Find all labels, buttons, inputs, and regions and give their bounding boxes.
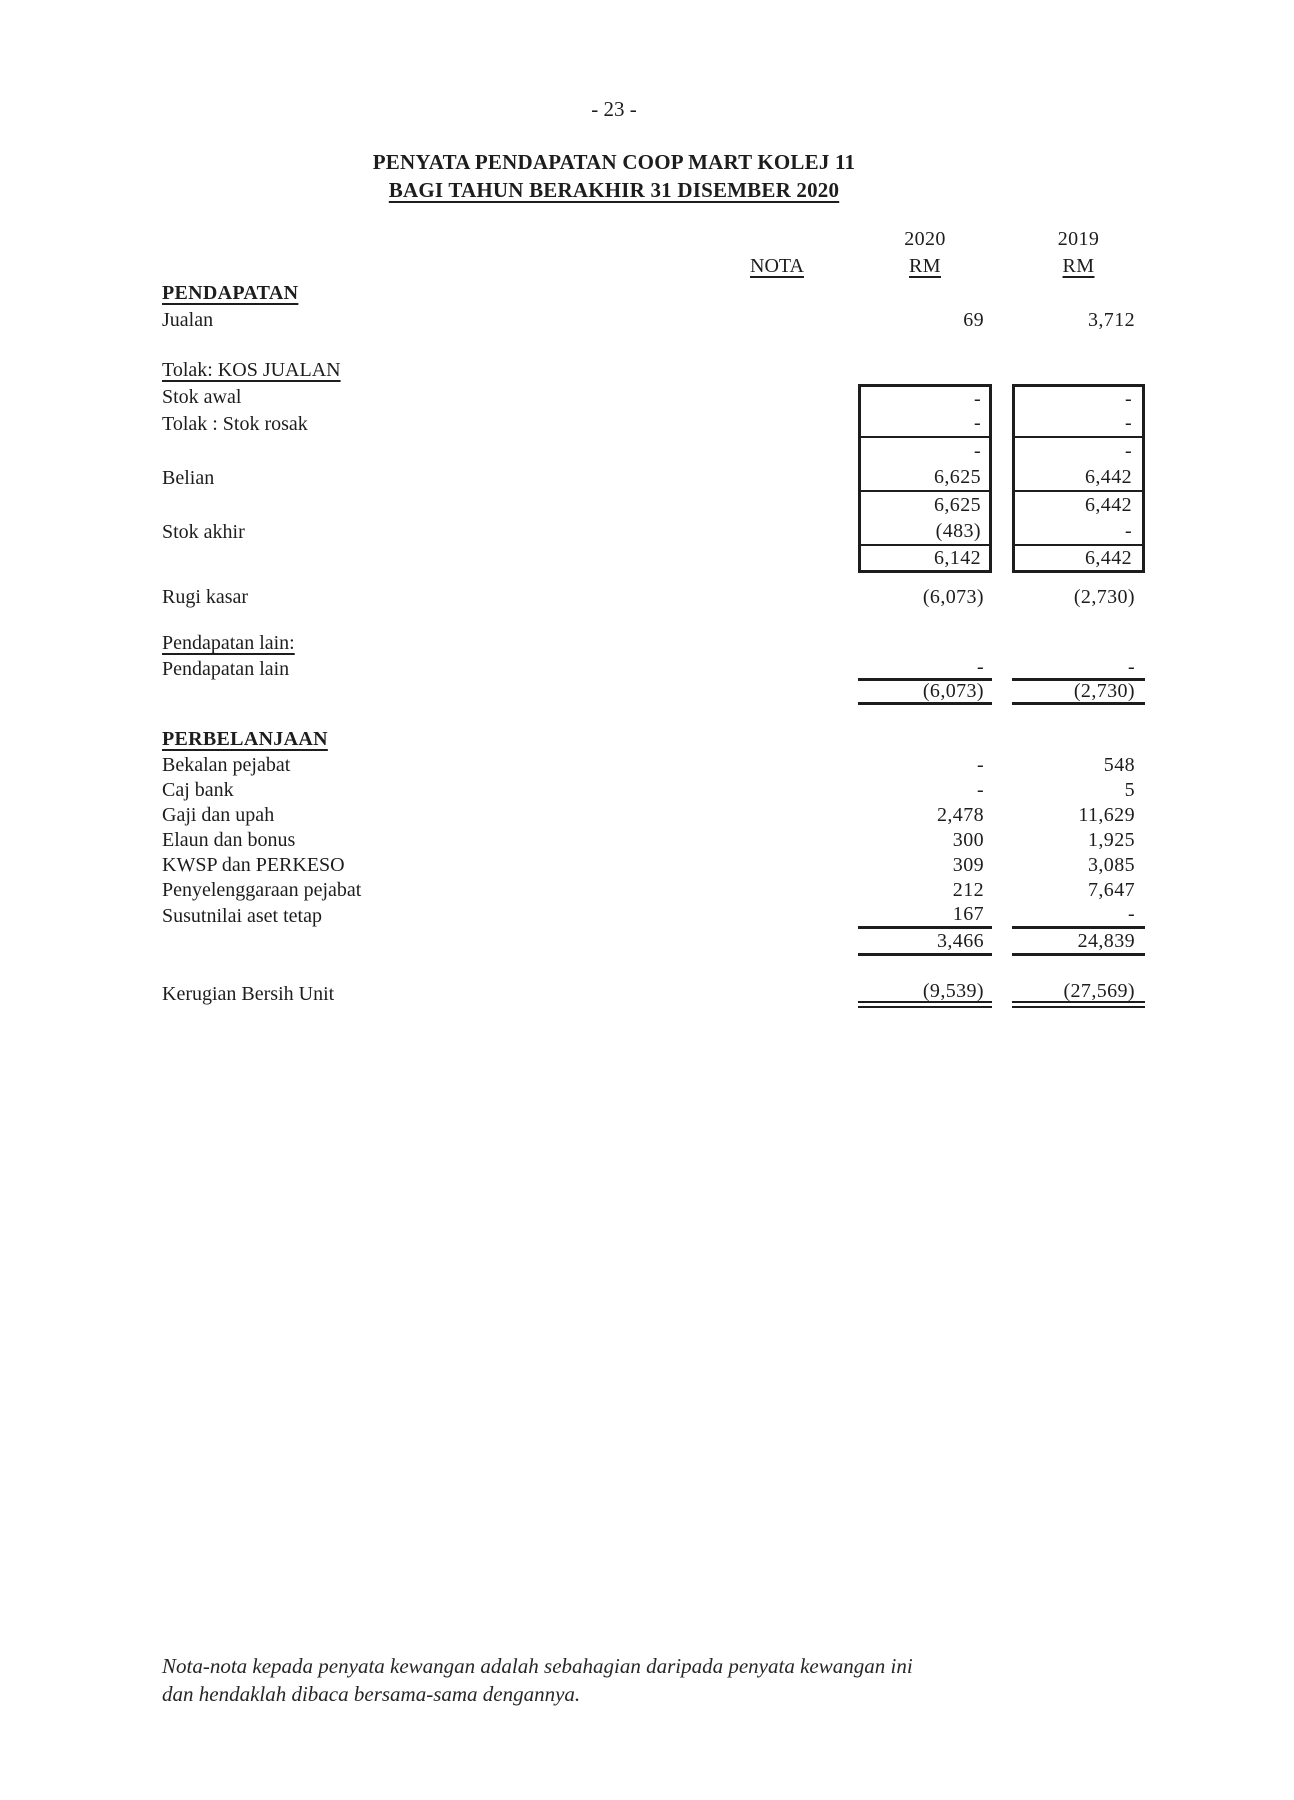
stok-akhir-label: Stok akhir [162, 521, 245, 543]
jualan-label: Jualan [162, 309, 214, 331]
kos-total-value-2019: 6,442 [1012, 546, 1145, 573]
row-pendapatan-lain [0, 657, 1294, 681]
row-rugi-kasar [0, 584, 1294, 611]
kos-subtotal1-value-2019: - [1012, 438, 1145, 465]
caj-bank-label: Caj bank [162, 779, 234, 801]
page-number: - 23 - [591, 97, 637, 121]
rugi-kasar-value-2020: (6,073) [922, 586, 984, 608]
footer-line-2: dan hendaklah dibaca bersama-sama dengannya. [162, 1682, 581, 1706]
stok-rosak-label: Tolak : Stok rosak [162, 413, 308, 435]
kos-total-value-2020: 6,142 [858, 546, 992, 573]
title-line-2: BAGI TAHUN BERAKHIR 31 DISEMBER 2020 [388, 178, 840, 202]
kerugian-label: Kerugian Bersih Unit [162, 983, 335, 1005]
row-kerugian-bersih-unit [0, 981, 1294, 1008]
perbelanjaan-total-2019: 24,839 [1012, 929, 1145, 956]
kos-subtotal2-value-2020: 6,625 [858, 492, 992, 519]
section-perbelanjaan-row [0, 726, 1294, 753]
stok-rosak-value-2020: - [858, 411, 992, 438]
stok-akhir-value-2019: - [1012, 519, 1145, 546]
jualan-value-2020: 69 [963, 309, 984, 331]
kwsp-perkeso-value-2019: 3,085 [1088, 854, 1135, 876]
gaji-dan-upah-label: Gaji dan upah [162, 804, 275, 826]
belian-value-2020: 6,625 [858, 465, 992, 492]
row-stok-akhir [0, 519, 1294, 546]
pendapatan-lain-total-2020: (6,073) [858, 681, 992, 705]
row-stok-rosak [0, 411, 1294, 438]
column-header-row [0, 253, 1294, 280]
kerugian-value-2019: (27,569) [1012, 981, 1145, 1008]
section-pendapatan-label: PENDAPATAN [162, 282, 299, 304]
belian-value-2019: 6,442 [1012, 465, 1145, 492]
row-stok-awal [0, 384, 1294, 411]
susutnilai-value-2019: - [1012, 903, 1145, 929]
penyelenggaraan-pejabat-value-2020: 212 [952, 879, 984, 901]
pendapatan-lain-label: Pendapatan lain [162, 657, 290, 680]
kos-subtotal1-value-2020: - [858, 438, 992, 465]
susutnilai-label: Susutnilai aset tetap [162, 904, 322, 927]
section-perbelanjaan-label: PERBELANJAAN [162, 728, 328, 750]
row-bekalan-pejabat [0, 753, 1294, 778]
stok-awal-value-2019: - [1012, 384, 1145, 411]
susutnilai-value-2020: 167 [858, 903, 992, 929]
bekalan-pejabat-value-2020: - [976, 754, 984, 776]
penyelenggaraan-pejabat-value-2019: 7,647 [1088, 879, 1135, 901]
row-penyelenggaraan-pejabat [0, 878, 1294, 903]
row-belian [0, 465, 1294, 492]
rm-2020-header: RM [909, 255, 941, 277]
penyelenggaraan-pejabat-label: Penyelenggaraan pejabat [162, 879, 362, 901]
row-susutnilai-aset-tetap [0, 903, 1294, 929]
row-perbelanjaan-total [0, 929, 1294, 956]
perbelanjaan-total-2020: 3,466 [858, 929, 992, 956]
kwsp-perkeso-value-2020: 309 [952, 854, 984, 876]
stok-awal-label: Stok awal [162, 386, 242, 408]
section-pendapatan-lain-row [0, 630, 1294, 657]
row-kos-subtotal-1 [0, 438, 1294, 465]
row-kos-total [0, 546, 1294, 573]
stok-awal-value-2020: - [858, 384, 992, 411]
pendapatan-lain-value-2020: - [858, 657, 992, 681]
row-jualan [0, 307, 1294, 334]
elaun-dan-bonus-value-2020: 300 [952, 829, 984, 851]
spacer [0, 334, 1294, 357]
rm-2019-header: RM [1062, 255, 1095, 277]
row-caj-bank [0, 778, 1294, 803]
row-pendapatan-lain-total [0, 681, 1294, 705]
belian-label: Belian [162, 467, 215, 489]
section-pendapatan-row [0, 280, 1294, 307]
footer-line-1: Nota-nota kepada penyata kewangan adalah sebahagian daripada penyata kewangan ini [162, 1654, 913, 1678]
stok-rosak-value-2019: - [1012, 411, 1145, 438]
spacer [0, 956, 1294, 981]
nota-header: NOTA [750, 255, 804, 277]
kerugian-value-2020: (9,539) [858, 981, 992, 1008]
spacer [0, 705, 1294, 726]
rugi-kasar-value-2019: (2,730) [1073, 586, 1135, 608]
section-pendapatan-lain-label: Pendapatan lain: [162, 632, 295, 654]
section-kos-jualan-label: Tolak: KOS JUALAN [162, 359, 341, 381]
elaun-dan-bonus-label: Elaun dan bonus [162, 829, 296, 851]
year-header-row [0, 226, 1294, 253]
section-kos-jualan-row [0, 357, 1294, 384]
statement-title [0, 148, 1228, 204]
kwsp-perkeso-label: KWSP dan PERKESO [162, 854, 345, 876]
notes-footer [162, 1652, 1162, 1708]
elaun-dan-bonus-value-2019: 1,925 [1088, 829, 1135, 851]
spacer [0, 573, 1294, 584]
gaji-dan-upah-value-2020: 2,478 [937, 804, 984, 826]
title-line-1: PENYATA PENDAPATAN COOP MART KOLEJ 11 [372, 150, 856, 174]
caj-bank-value-2020: - [976, 779, 984, 801]
bekalan-pejabat-value-2019: 548 [1103, 754, 1135, 776]
kos-subtotal2-value-2019: 6,442 [1012, 492, 1145, 519]
year-2019-header: 2019 [1057, 228, 1100, 250]
row-gaji-dan-upah [0, 803, 1294, 828]
stok-akhir-value-2020: (483) [858, 519, 992, 546]
pendapatan-lain-total-2019: (2,730) [1012, 681, 1145, 705]
pendapatan-lain-value-2019: - [1012, 657, 1145, 681]
rugi-kasar-label: Rugi kasar [162, 586, 249, 608]
income-statement-table [0, 226, 1294, 1008]
row-elaun-dan-bonus [0, 828, 1294, 853]
row-kwsp-perkeso [0, 853, 1294, 878]
caj-bank-value-2019: 5 [1124, 779, 1135, 801]
jualan-value-2019: 3,712 [1088, 309, 1135, 331]
bekalan-pejabat-label: Bekalan pejabat [162, 754, 291, 776]
gaji-dan-upah-value-2019: 11,629 [1078, 804, 1135, 826]
spacer [0, 611, 1294, 630]
row-kos-subtotal-2 [0, 492, 1294, 519]
year-2020-header: 2020 [904, 228, 946, 250]
